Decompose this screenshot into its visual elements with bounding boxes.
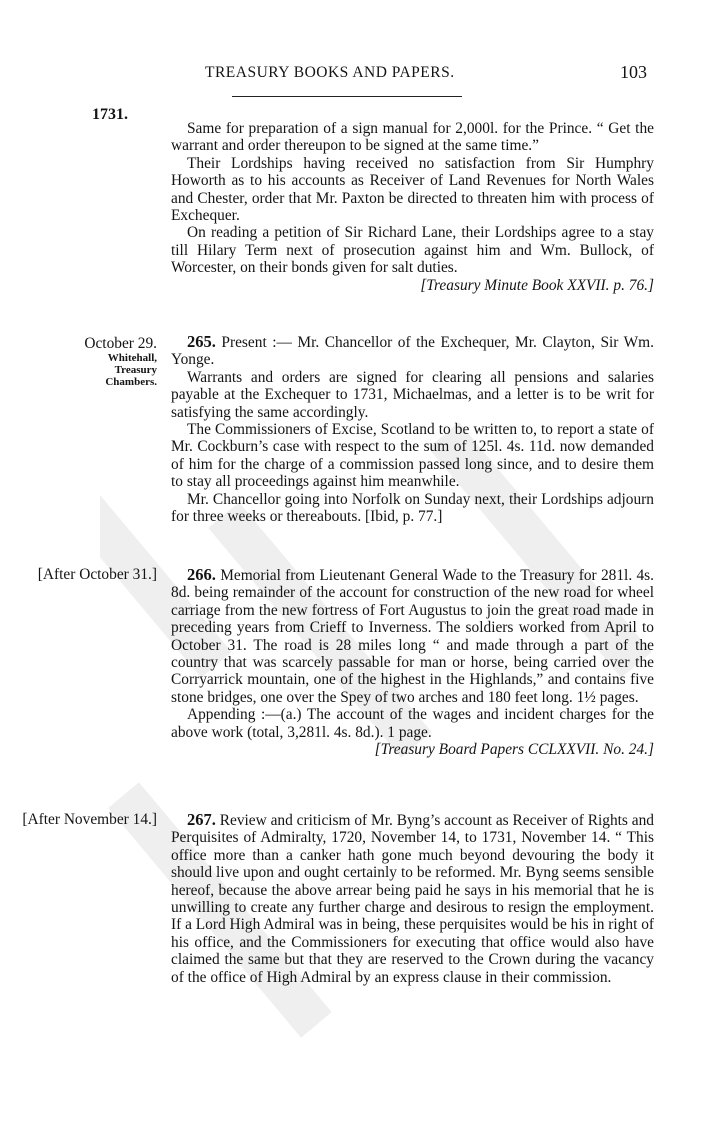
entry-266-margin <box>2 566 157 583</box>
entry-lead <box>171 811 654 986</box>
entry-number: 266. <box>187 565 216 584</box>
paragraph: Their Lordships having received no satisfaction from Sir Humphry Howorth as to his accounts as Receiver of Land Revenues for North Wales and Chester, order that Mr. Paxton be directed to threaten him with process of Exchequer. <box>171 154 654 225</box>
entry-lead-text: Present :— Mr. Chancellor of the Exchequer, Mr. Clayton, Sir Wm. Yonge. <box>171 334 654 369</box>
entry-lead <box>171 333 654 369</box>
entry-265-margin <box>2 335 157 388</box>
margin-date: [After November 14.] <box>22 811 157 828</box>
entry-lead-text: Memorial from Lieutenant General Wade to the Treasury for 281l. 4s. 8d. being remainder of the account for construction of the new road for wheel carriage from the new fortress of Fort Augustus to join the great road made in preceding years from Crieff to Inverness. The soldiers worked from April to October 31. The road is 28 miles long “ and made through a part of the country that was scarcely passable for man or horse, being carried over the Corryarrick mountain, one of the highest in the Highlands,” and contains five stone bridges, one over the Spey of two arches and 180 feet long. 1½ pages. <box>171 567 654 706</box>
running-title: TREASURY BOOKS AND PAPERS. <box>205 64 455 81</box>
entry-267-margin <box>2 811 157 828</box>
opening-section <box>171 120 654 294</box>
entry-267 <box>171 811 654 986</box>
margin-year: 1731. <box>92 106 128 123</box>
paragraph: Warrants and orders are signed for clearing all pensions and salaries payable at the Exchequer to 1731, Michaelmas, and a letter is to be writ for satisfying the same accordingly. <box>171 368 654 421</box>
entry-266 <box>171 566 654 758</box>
paragraph: The Commissioners of Excise, Scotland to be written to, to report a state of Mr. Cockburn’s case with respect to the sum of 125l. 4s. 11d. now demanded of him for the charge of a commission passed long since, and to desire them to stay all proceedings against him meanwhile. <box>171 421 654 491</box>
header-rule <box>232 96 462 97</box>
source-citation: [Treasury Board Papers CCLXXVII. No. 24.] <box>374 741 654 759</box>
margin-place-line: Treasury <box>114 364 157 376</box>
page-number: 103 <box>620 62 647 82</box>
entry-lead-text: Review and criticism of Mr. Byng’s account as Receiver of Rights and Perquisites of Admiralty, 1720, November 14, to 1731, November 14. “ This office more than a canker hath gone much beyond devouring the body it should live upon and ought certainly to be reformed. Mr. Byng seems sensible hereof, because the above arrear being paid he says in his memorial that he is unwilling to create any further charge and desirous to resign the employment. If a Lord High Admiral was in being, these perquisites would be his in right of his office, and the Commissioners for executing that office would also have claimed the same but that they are reserved to the Crown during the vacancy of the office of High Admiral by an express clause in their commission. <box>171 812 655 986</box>
paragraph: Mr. Chancellor going into Norfolk on Sunday next, their Lordships adjourn for three weeks or thereabouts. [Ibid, p. 77.] <box>171 490 654 526</box>
margin-place-line: Chambers. <box>105 376 157 388</box>
paragraph: Appending :—(a.) The account of the wages and incident charges for the above work (total, 3,281l. 4s. 8d.). 1 page. <box>171 706 654 741</box>
entry-265 <box>171 333 654 525</box>
paragraph: On reading a petition of Sir Richard Lane, their Lordships agree to a stay till Hilary Term next of prosecution against him and Wm. Bullock, of Worcester, on their bonds given for salt duties. <box>171 224 654 277</box>
entry-number: 267. <box>187 810 216 829</box>
entry-lead <box>171 566 654 706</box>
entry-number: 265. <box>187 332 216 351</box>
margin-place-line: Whitehall, <box>107 352 157 364</box>
margin-date: [After October 31.] <box>37 566 157 583</box>
source-citation: [Treasury Minute Book XXVII. p. 76.] <box>420 276 654 294</box>
paragraph: Same for preparation of a sign manual for 2,000l. for the Prince. “ Get the warrant and order thereupon to be signed at the same time.” <box>171 120 654 155</box>
margin-date: October 29. <box>84 335 157 352</box>
page-header <box>0 62 720 92</box>
